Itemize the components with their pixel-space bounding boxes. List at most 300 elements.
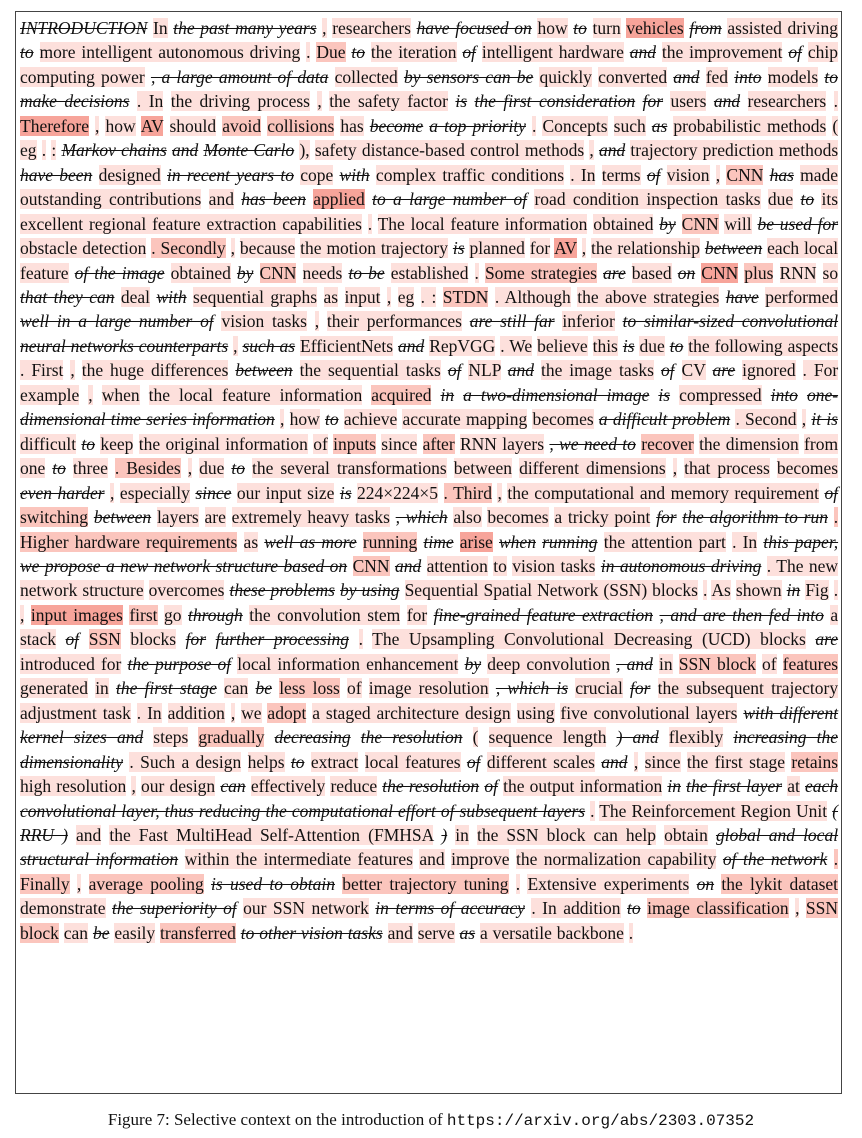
- kept-token: . For: [802, 360, 839, 381]
- dropped-token: to: [573, 18, 587, 38]
- kept-token: ,: [715, 164, 721, 185]
- kept-token: needs: [302, 262, 343, 283]
- kept-token: flexibly: [668, 727, 724, 748]
- kept-token: fed: [705, 66, 729, 87]
- kept-token: established: [390, 262, 469, 283]
- kept-token: sequence length: [488, 727, 607, 748]
- kept-token: .: [590, 800, 595, 821]
- dropped-token: in recent years to: [167, 164, 294, 185]
- kept-token: becomes: [776, 458, 839, 479]
- dropped-token: the first consideration: [474, 91, 636, 112]
- dropped-token: through: [188, 604, 243, 625]
- dropped-token: well as more: [264, 531, 357, 552]
- dropped-token: it is: [811, 409, 838, 430]
- kept-token: effectively: [250, 776, 326, 797]
- dropped-token: have been: [20, 164, 93, 185]
- kept-token: go: [164, 604, 182, 625]
- dropped-token: , which is: [495, 678, 569, 699]
- dropped-token: these problems: [229, 580, 335, 601]
- kept-token: improve: [451, 849, 510, 870]
- kept-token: Due: [316, 42, 346, 63]
- kept-token: inputs: [333, 433, 376, 454]
- kept-token: vision: [666, 164, 710, 185]
- dropped-token: into: [770, 384, 798, 405]
- dropped-token: as: [459, 922, 476, 943]
- dropped-token: as: [651, 115, 668, 136]
- kept-token: can: [224, 678, 249, 699]
- kept-token: overcomes: [148, 580, 225, 601]
- dropped-token: to: [20, 42, 34, 63]
- kept-token: vehicles: [626, 18, 684, 38]
- kept-token: based: [631, 262, 672, 283]
- kept-token: the normalization capability: [515, 849, 717, 870]
- kept-token: . In: [136, 702, 162, 723]
- dropped-token: by sensors can be: [403, 66, 534, 87]
- kept-token: ,: [230, 238, 235, 259]
- kept-token: transferred: [160, 922, 236, 943]
- kept-token: ,: [110, 482, 115, 503]
- kept-token: so: [822, 262, 839, 283]
- dropped-token: of the network: [722, 849, 828, 870]
- dropped-token: and: [171, 140, 199, 161]
- kept-token: first: [129, 604, 158, 625]
- kept-token: ,: [131, 776, 136, 797]
- kept-token: introduced for: [20, 653, 122, 674]
- kept-token: also: [453, 507, 482, 528]
- kept-token: CV: [681, 360, 706, 381]
- dropped-token: INTRODUCTION: [20, 18, 148, 38]
- dropped-token: in autonomous driving: [600, 555, 762, 576]
- kept-token: of: [347, 678, 362, 699]
- kept-token: will: [724, 213, 752, 234]
- kept-token: .: [41, 140, 47, 161]
- kept-token: extract: [310, 751, 359, 772]
- kept-token: .: [833, 580, 839, 601]
- kept-token: researchers: [747, 91, 827, 112]
- kept-token: ,: [76, 873, 82, 894]
- dropped-token: and: [598, 140, 626, 161]
- kept-token: ,: [801, 409, 807, 430]
- dropped-token: be: [92, 922, 110, 943]
- kept-token: high resolution: [20, 776, 127, 797]
- kept-token: . Second: [735, 409, 797, 430]
- dropped-token: and: [507, 360, 535, 381]
- kept-token: the motion trajectory: [300, 238, 448, 259]
- dropped-token: , and: [616, 653, 653, 674]
- kept-token: ,: [633, 751, 639, 772]
- kept-token: recover: [641, 433, 694, 454]
- dropped-token: such as: [242, 335, 296, 356]
- kept-token: three: [72, 458, 108, 479]
- dropped-token: , and are then fed into: [659, 604, 824, 625]
- dropped-token: of: [484, 776, 498, 797]
- dropped-token: to: [800, 189, 815, 210]
- kept-token: Concepts: [542, 115, 608, 136]
- kept-token: compressed: [679, 384, 762, 405]
- dropped-token: with: [156, 286, 187, 307]
- dropped-token: is: [339, 482, 352, 503]
- kept-token: the huge differences: [81, 360, 229, 381]
- kept-token: The local feature information: [377, 213, 588, 234]
- kept-token: . The new network structure: [20, 555, 839, 601]
- dropped-token: to be: [348, 262, 385, 283]
- kept-token: ,: [70, 360, 75, 381]
- kept-token: researchers: [332, 18, 411, 38]
- kept-token: the output information: [503, 776, 663, 797]
- dropped-token: of: [466, 751, 481, 772]
- kept-token: steps: [153, 727, 189, 748]
- kept-token: the attention part: [603, 531, 726, 552]
- dropped-token: ( RRU ): [20, 800, 839, 845]
- dropped-token: be used for: [757, 213, 839, 234]
- kept-token: the iteration: [370, 42, 457, 63]
- kept-token: due: [639, 335, 665, 356]
- dropped-token: to similar-sized convolutional neural networks counterparts: [20, 311, 839, 356]
- kept-token: adopt: [267, 702, 307, 723]
- dropped-token: the first layer: [686, 776, 783, 797]
- kept-token: the dimension: [699, 433, 799, 454]
- kept-token: ,: [314, 311, 320, 332]
- kept-token: more intelligent autonomous driving: [39, 42, 301, 63]
- kept-token: their performances: [326, 311, 462, 332]
- dropped-token: to other vision tasks: [240, 922, 383, 943]
- dropped-token: can: [220, 776, 246, 797]
- dropped-token: increasing the dimensionality: [20, 727, 838, 772]
- dropped-token: is: [452, 238, 465, 259]
- kept-token: each local feature: [20, 238, 839, 283]
- dropped-token: in: [667, 776, 681, 797]
- dropped-token: to: [290, 751, 305, 772]
- dropped-token: a top priority: [429, 115, 526, 136]
- kept-token: average pooling: [88, 873, 204, 894]
- kept-token: designed: [98, 164, 161, 185]
- kept-token: EfficientNets: [300, 335, 394, 356]
- dropped-token: , we need to: [549, 433, 636, 454]
- dropped-token: for: [656, 507, 677, 528]
- kept-token: applied: [313, 189, 365, 210]
- dropped-token: have focused on: [416, 18, 532, 38]
- kept-token: NLP: [468, 360, 501, 381]
- kept-token: especially: [119, 482, 190, 503]
- kept-token: inferior: [562, 311, 615, 332]
- kept-token: models: [767, 66, 819, 87]
- kept-token: when: [101, 384, 140, 405]
- kept-token: at: [787, 776, 800, 797]
- dropped-token: , a large amount of data: [150, 66, 329, 87]
- kept-token: . First: [20, 360, 64, 381]
- kept-token: . Besides: [114, 458, 181, 479]
- kept-token: . Such a design: [129, 751, 242, 772]
- dropped-token: to: [231, 458, 245, 479]
- kept-token: addition: [167, 702, 225, 723]
- kept-token: the following aspects: [688, 335, 839, 356]
- kept-token: SSN block: [678, 653, 756, 674]
- kept-token: obtained: [170, 262, 231, 283]
- dropped-token: for: [642, 91, 664, 112]
- kept-token: demonstrate: [20, 898, 106, 919]
- kept-token: different scales: [486, 751, 595, 772]
- kept-token: RNN: [779, 262, 817, 283]
- kept-token: image classification: [647, 898, 789, 919]
- kept-token: the several transformations: [251, 458, 447, 479]
- kept-token: (: [472, 727, 479, 748]
- dropped-token: by: [236, 262, 254, 283]
- dropped-token: have: [725, 286, 759, 307]
- dropped-token: for: [629, 678, 651, 699]
- kept-token: assisted driving: [727, 18, 839, 38]
- kept-token: in: [455, 824, 469, 845]
- kept-token: shown: [735, 580, 782, 601]
- dropped-token: to: [81, 433, 96, 454]
- dropped-token: to: [627, 898, 641, 919]
- kept-token: .: [515, 873, 521, 894]
- kept-token: our input size: [236, 482, 335, 503]
- dropped-token: are: [712, 360, 736, 381]
- dropped-token: in: [440, 384, 455, 405]
- dropped-token: of: [660, 360, 675, 381]
- kept-token: of: [313, 433, 328, 454]
- kept-token: accurate mapping: [402, 409, 528, 430]
- kept-token: ,: [581, 238, 587, 259]
- kept-token: the computational and memory requirement: [507, 482, 819, 503]
- kept-token: keep: [100, 433, 134, 454]
- dropped-token: Monte Carlo: [203, 140, 295, 161]
- kept-token: complex traffic conditions: [375, 164, 565, 185]
- kept-token: CNN: [726, 164, 764, 185]
- kept-token: terms: [601, 164, 641, 185]
- kept-token: :: [51, 140, 57, 161]
- dropped-token: of: [646, 164, 661, 185]
- dropped-token: by: [659, 213, 676, 234]
- kept-token: for: [406, 604, 428, 625]
- kept-token: a staged architecture design: [312, 702, 511, 723]
- caption-text: Figure 7: Selective context on the introduction of: [107, 1110, 447, 1129]
- kept-token: outstanding contributions: [20, 189, 202, 210]
- dropped-token: the algorithm to run: [682, 507, 828, 528]
- dropped-token: has been: [241, 189, 306, 210]
- kept-token: . :: [420, 286, 437, 307]
- kept-token: how: [289, 409, 320, 430]
- kept-token: AV: [554, 238, 577, 259]
- kept-token: our SSN network: [243, 898, 369, 919]
- kept-token: intelligent hardware: [481, 42, 624, 63]
- kept-token: . Although: [494, 286, 571, 307]
- kept-token: local information enhancement: [237, 653, 459, 674]
- kept-token: SSN block: [20, 898, 839, 943]
- kept-token: different dimensions: [519, 458, 666, 479]
- kept-token: the subsequent trajectory adjustment task: [20, 678, 839, 723]
- dropped-token: to: [324, 409, 339, 430]
- dropped-token: and: [629, 42, 656, 63]
- dropped-token: time: [423, 531, 454, 552]
- kept-token: using: [516, 702, 555, 723]
- kept-token: converted: [598, 66, 668, 87]
- kept-token: becomes: [532, 409, 594, 430]
- kept-token: sequential graphs: [193, 286, 318, 307]
- kept-token: quickly: [539, 66, 592, 87]
- kept-token: how: [105, 115, 136, 136]
- dropped-token: for: [185, 629, 207, 650]
- kept-token: arise: [459, 531, 493, 552]
- kept-token: easily: [114, 922, 156, 943]
- kept-token: the convolution stem: [249, 604, 401, 625]
- dropped-token: this paper, we propose a new network structure based on: [20, 531, 839, 576]
- kept-token: the local feature information: [148, 384, 363, 405]
- kept-token: as: [323, 286, 339, 307]
- kept-token: achieve: [343, 409, 398, 430]
- kept-token: for: [529, 238, 551, 259]
- kept-token: in: [658, 653, 673, 674]
- kept-token: the lykit dataset: [721, 873, 839, 894]
- kept-token: ,: [795, 898, 800, 919]
- dropped-token: into: [734, 66, 762, 87]
- kept-token: deep convolution: [487, 653, 610, 674]
- kept-token: The Upsampling Convolutional Decreasing (UCD) blocks: [372, 629, 806, 650]
- kept-token: ,: [386, 286, 392, 307]
- caption-url: https://arxiv.org/abs/2303.07352: [446, 1112, 755, 1130]
- kept-token: gradually: [198, 727, 265, 748]
- kept-token: CNN: [681, 213, 719, 234]
- dropped-token: and: [713, 91, 741, 112]
- selective-context-figure: [15, 11, 842, 1094]
- dropped-token: since: [195, 482, 232, 503]
- kept-token: Extensive experiments: [527, 873, 690, 894]
- kept-token: SSN: [88, 629, 121, 650]
- kept-token: cope: [300, 164, 334, 185]
- kept-token: CNN: [352, 555, 390, 576]
- kept-token: can: [63, 922, 89, 943]
- dropped-token: the purpose of: [127, 653, 232, 674]
- kept-token: obtain: [664, 824, 708, 845]
- kept-token: the relationship: [591, 238, 700, 259]
- dropped-token: when: [499, 531, 536, 552]
- dropped-token: is: [658, 384, 671, 405]
- kept-token: acquired: [371, 384, 432, 405]
- kept-token: the first stage: [686, 751, 786, 772]
- kept-token: ,: [187, 458, 193, 479]
- kept-token: CNN: [259, 262, 297, 283]
- dropped-token: , which: [395, 507, 448, 528]
- kept-token: . We: [500, 335, 533, 356]
- dropped-token: well in a large number of: [20, 311, 214, 332]
- kept-token: input images: [30, 604, 123, 625]
- kept-token: serve: [417, 922, 455, 943]
- kept-token: probabilistic methods: [673, 115, 827, 136]
- kept-token: .: [358, 629, 363, 650]
- kept-token: . In: [732, 531, 758, 552]
- dropped-token: and: [394, 555, 422, 576]
- dropped-token: to: [351, 42, 366, 63]
- kept-token: ignored: [742, 360, 796, 381]
- kept-token: ,: [317, 91, 322, 112]
- kept-token: local features: [364, 751, 461, 772]
- kept-token: after: [422, 433, 455, 454]
- kept-token: features: [782, 653, 839, 674]
- kept-token: generated: [20, 678, 89, 699]
- kept-token: five convolutional layers: [560, 702, 738, 723]
- kept-token: extremely heavy tasks: [231, 507, 390, 528]
- dropped-token: the past many years: [173, 18, 317, 38]
- kept-token: since: [644, 751, 681, 772]
- kept-token: plus: [744, 262, 774, 283]
- dropped-token: between: [235, 360, 293, 381]
- kept-token: the above strategies: [577, 286, 720, 307]
- kept-token: running: [362, 531, 418, 552]
- kept-token: eg: [20, 140, 37, 161]
- kept-token: switching: [20, 507, 89, 528]
- kept-token: As: [711, 580, 731, 601]
- kept-token: .: [833, 91, 839, 112]
- dropped-token: to a large number of: [372, 189, 528, 210]
- kept-token: In: [153, 18, 168, 38]
- kept-token: avoid: [222, 115, 262, 136]
- kept-token: collisions: [267, 115, 335, 136]
- dropped-token: further processing: [215, 629, 349, 650]
- kept-token: deal: [120, 286, 151, 307]
- kept-token: STDN: [442, 286, 489, 307]
- dropped-token: a difficult problem: [598, 409, 731, 430]
- dropped-token: the first stage: [115, 678, 217, 699]
- dropped-token: of: [65, 629, 80, 650]
- kept-token: from: [804, 433, 839, 454]
- dropped-token: global and local structural information: [20, 824, 839, 870]
- kept-token: turn: [592, 18, 621, 38]
- kept-token: . In: [136, 91, 164, 112]
- kept-token: the Fast MultiHead Self-Attention (FMHSA: [109, 824, 434, 845]
- kept-token: ,: [233, 335, 238, 356]
- kept-token: vision tasks: [512, 555, 596, 576]
- dropped-token: become: [369, 115, 424, 136]
- kept-token: to: [493, 555, 507, 576]
- kept-token: its excellent regional feature extraction capabilities: [20, 189, 839, 234]
- dropped-token: of: [788, 42, 802, 63]
- dropped-token: the superiority of: [111, 898, 237, 919]
- kept-token: becomes: [487, 507, 549, 528]
- kept-token: less loss: [279, 678, 340, 699]
- kept-token: retains: [791, 751, 839, 772]
- dropped-token: one-dimensional time series information: [20, 384, 839, 430]
- kept-token: ,: [95, 115, 100, 136]
- kept-token: and: [76, 824, 102, 845]
- kept-token: Some strategies: [484, 262, 597, 283]
- kept-token: a tricky point: [554, 507, 651, 528]
- kept-token: obtained: [593, 213, 654, 234]
- dropped-token: of: [824, 482, 839, 503]
- kept-token: . Secondly: [151, 238, 226, 259]
- kept-token: better trajectory tuning: [342, 873, 509, 894]
- dropped-token: in: [786, 580, 801, 601]
- dropped-token: even harder: [20, 482, 105, 503]
- kept-token: between: [453, 458, 513, 479]
- kept-token: the improvement: [661, 42, 783, 63]
- kept-token: we: [241, 702, 262, 723]
- kept-token: how: [537, 18, 568, 38]
- kept-token: . In addition: [531, 898, 621, 919]
- kept-token: .: [367, 213, 373, 234]
- kept-token: The Reinforcement Region Unit: [599, 800, 828, 821]
- dropped-token: by using: [340, 580, 400, 601]
- kept-token: ),: [299, 140, 310, 161]
- kept-token: Therefore: [20, 115, 89, 136]
- kept-token: the original information: [138, 433, 308, 454]
- dropped-token: has: [769, 164, 794, 185]
- kept-token: users: [670, 91, 707, 112]
- kept-token: and: [387, 922, 413, 943]
- kept-token: as: [243, 531, 259, 552]
- kept-token: ,: [230, 702, 236, 723]
- dropped-token: between: [93, 507, 152, 528]
- kept-token: .: [702, 580, 708, 601]
